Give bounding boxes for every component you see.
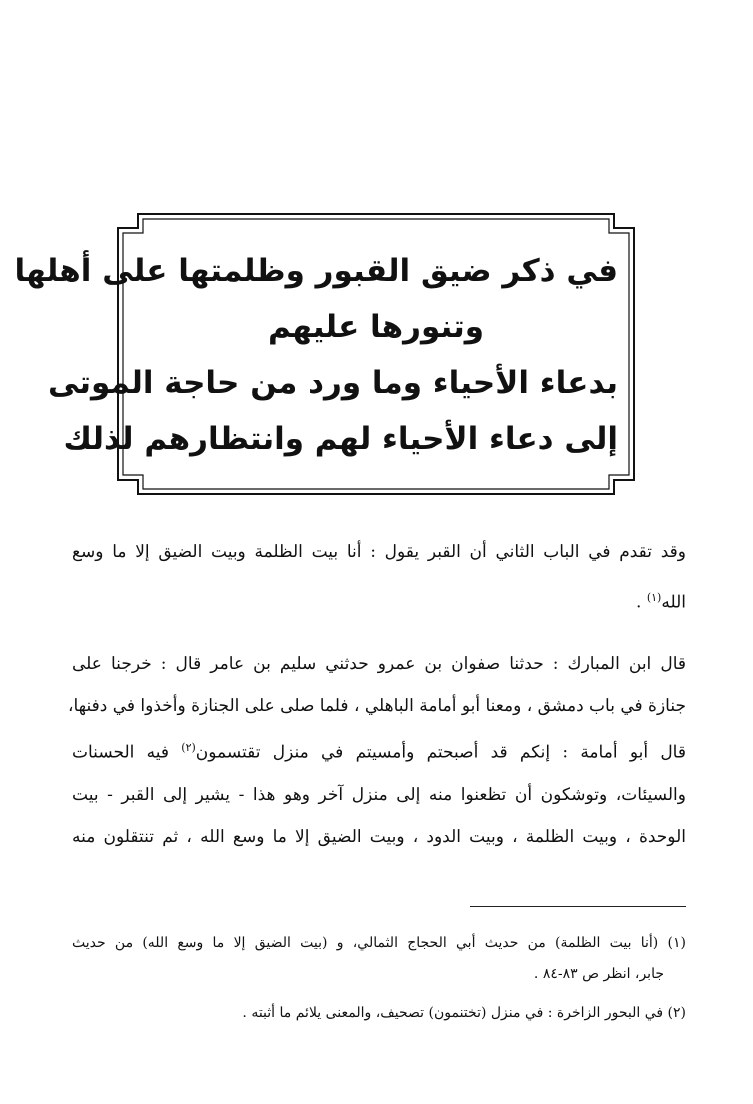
footnote-separator: [470, 906, 686, 907]
paragraph-2-line-3: [72, 727, 686, 774]
paragraph-2: [67, 643, 686, 858]
chapter-title: [14, 243, 618, 467]
chapter-title-line-1: في ذكر ضيق القبور وظلمتها على أهلها: [14, 253, 618, 289]
paragraph-1-line-2-text: الله: [661, 592, 686, 613]
paragraph-2-line-4: والسيئات، وتوشكون أن تظعنوا منه إلى منزل آخر وهو هذا - يشير إلى القبر - بيت: [72, 784, 686, 805]
paragraph-1-ending: .: [636, 592, 647, 613]
chapter-title-frame: [14, 213, 638, 495]
footnote-1-line-2: جابر، انظر ص ٨٣-٨٤ .: [533, 966, 664, 982]
footnote-marker-1[interactable]: (١): [646, 591, 662, 604]
chapter-title-line-2: وتنورها عليهم: [267, 309, 485, 345]
chapter-title-line-4: إلى دعاء الأحياء لهم وانتظارهم لذلك: [63, 421, 618, 457]
footnote-1-line-1: (١) (أنا بيت الظلمة) من حديث أبي الحجاج الثمالي، و (بيت الضيق إلا ما وسع الله) من حديث: [72, 935, 686, 951]
paragraph-1-line-2: [72, 575, 686, 626]
paragraph-1: [72, 530, 686, 626]
footnote-2-line-1: (٢) في البحور الزاخرة : في منزل (تختنمون) تصحيف، والمعنى يلائم ما أثبته .: [242, 1005, 686, 1021]
chapter-title-line-3: بدعاء الأحياء وما ورد من حاجة الموتى: [48, 365, 618, 401]
paragraph-2-line-3-start: قال أبو أمامة : إنكم قد أصبحتم وأمسيتم في منزل تقتسمون: [195, 742, 686, 763]
paragraph-1-line-1: وقد تقدم في الباب الثاني أن القبر يقول : أنا بيت الظلمة وبيت الضيق إلا ما وسع: [72, 542, 686, 562]
paragraph-2-line-2: جنازة في باب دمشق ، ومعنا أبو أمامة الباهلي ، فلما صلى على الجنازة وأخذوا في دفنها،: [67, 696, 686, 716]
paragraph-2-line-1: قال ابن المبارك : حدثنا صفوان بن عمرو حدثني سليم بن عامر قال : خرجنا على: [72, 654, 686, 674]
footnote-marker-2[interactable]: (٢): [181, 741, 196, 754]
paragraph-2-line-5: الوحدة ، وبيت الظلمة ، وبيت الدود ، وبيت الضيق إلا ما وسع الله ، ثم تنتقلون منه: [72, 826, 686, 847]
footnote-gap: [72, 990, 686, 998]
footnotes: [72, 928, 686, 1029]
paragraph-2-line-3-end: فيه الحسنات: [72, 742, 182, 763]
